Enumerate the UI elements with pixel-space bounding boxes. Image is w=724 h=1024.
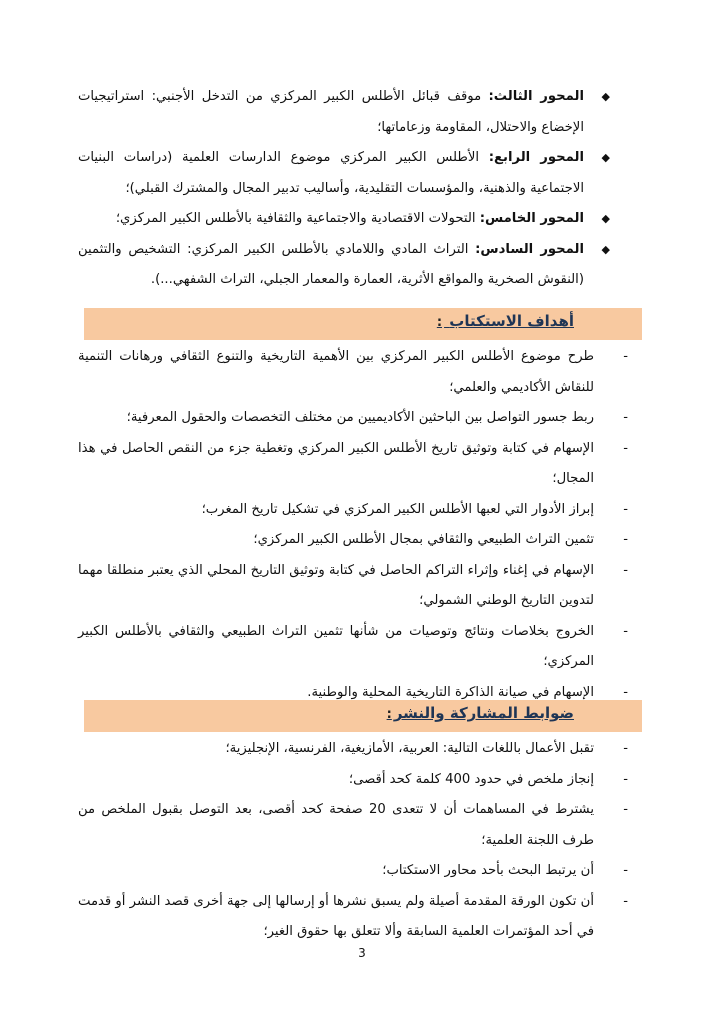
dash-bullet-icon: - [623,741,628,756]
axis-text: التراث المادي واللامادي بالأطلس الكبير المركزي: التشخيص والتثمين (النقوش الصخرية والمواقع الأثرية، العمارة والمعمار الجبلي، التراث الشفهي...). [78,241,584,287]
dash-bullet-icon: - [623,863,628,878]
dash-bullet-icon: - [623,623,628,639]
axis-item [78,143,610,204]
page-number: 3 [358,946,366,960]
list-item-text: يشترط في المساهمات أن لا تتعدى 20 صفحة كحد أقصى، بعد التوصل بقبول الملخص من طرف اللجنة العلمية؛ [78,802,594,848]
list-item [78,525,634,556]
list-item [78,495,634,526]
axis-item [78,204,610,235]
dash-bullet-icon: - [623,802,628,817]
list-item [78,617,634,678]
diamond-bullet-icon: ◆ [601,242,610,256]
list-item [78,856,634,887]
dash-bullet-icon: - [623,532,628,547]
rules-heading-text: ضوابط المشاركة والنشر [393,704,574,722]
rules-heading-bar [84,700,642,732]
list-item-text: ربط جسور التواصل بين الباحثين الأكاديميين من مختلف التخصصات والحقول المعرفية؛ [126,410,594,425]
dash-bullet-icon: - [623,684,628,700]
heading-colon: : [436,315,443,330]
objectives-list [78,342,634,708]
dash-bullet-icon: - [623,562,628,578]
list-item-text: تثمين التراث الطبيعي والثقافي بمجال الأطلس الكبير المركزي؛ [253,532,594,547]
dash-bullet-icon: - [623,440,628,456]
dash-bullet-icon: - [623,349,628,364]
diamond-bullet-icon: ◆ [601,151,610,164]
diamond-bullet-icon: ◆ [601,212,610,225]
list-item [78,795,634,856]
axis-text: الأطلس الكبير المركزي موضوع الدارسات العلمية (دراسات البنيات الاجتماعية والذهنية، والمؤسسات التقليدية، وأساليب تدبير المجال والمشترك القبلي)؛ [78,150,584,196]
list-item-text: أن يرتبط البحث بأحد محاور الاستكتاب؛ [382,863,594,878]
objectives-heading-bar [84,308,642,340]
list-item-text: إنجاز ملخص في حدود 400 كلمة كحد أقصى؛ [348,771,594,787]
heading-colon: : [386,707,392,722]
dash-bullet-icon: - [623,501,628,517]
axis-text: التحولات الاقتصادية والاجتماعية والثقافية بالأطلس الكبير المركزي؛ [115,211,480,226]
list-item-text: الإسهام في صيانة الذاكرة التاريخية المحلية والوطنية. [307,684,594,700]
list-item [78,887,634,948]
dash-bullet-icon: - [623,771,628,787]
list-item-text: أن تكون الورقة المقدمة أصيلة ولم يسبق نشرها أو إرسالها إلى جهة أخرى قصد النشر أو قدمت في أحد المؤتمرات العلمية السابقة وألا تتعلق بها حقوق الغير؛ [78,893,594,939]
objectives-heading [437,312,574,330]
rules-heading [387,704,574,722]
axis-item [78,82,610,143]
rules-list [78,734,634,948]
list-item [78,556,634,617]
dash-bullet-icon: - [623,410,628,425]
list-item-text: الإسهام في كتابة وتوثيق تاريخ الأطلس الكبير المركزي وتغطية جزء من النقص الحاصل في هذا المجال؛ [78,440,594,486]
axes-list [78,82,610,296]
dash-bullet-icon: - [623,893,628,909]
list-item-text: الإسهام في إغناء وإثراء التراكم الحاصل في كتابة وتوثيق التاريخ المحلي الذي يعتبر منطلقا مهما لتدوين التاريخ الوطني الشمولي؛ [78,562,594,608]
axis-text: موقف قبائل الأطلس الكبير المركزي من التدخل الأجنبي: استراتيجيات الإخضاع والاحتلال، المقاومة وزعاماتها؛ [78,89,584,135]
axis-label: المحور الخامس: [479,211,584,226]
diamond-bullet-icon: ◆ [601,90,610,103]
list-item [78,734,634,765]
list-item-text: تقبل الأعمال باللغات التالية: العربية، الأمازيغية، الفرنسية، الإنجليزية؛ [225,741,594,756]
objectives-heading-text: أهداف الاستكتاب [449,312,574,330]
axis-label: المحور الرابع: [488,150,584,165]
list-item-text: طرح موضوع الأطلس الكبير المركزي بين الأهمية التاريخية والتنوع الثقافي ورهانات التنمية للنقاش الأكاديمي والعلمي؛ [78,349,594,395]
axis-label: المحور الثالث: [488,89,584,104]
list-item-text: الخروج بخلاصات ونتائج وتوصيات من شأنها تثمين التراث الطبيعي والثقافي بالأطلس الكبير المركزي؛ [78,623,594,669]
list-item-text: إبراز الأدوار التي لعبها الأطلس الكبير المركزي في تشكيل تاريخ المغرب؛ [201,501,594,517]
list-item [78,765,634,796]
list-item [78,403,634,434]
list-item [78,434,634,495]
list-item [78,342,634,403]
axis-item [78,235,610,296]
axis-label: المحور السادس: [475,241,584,257]
